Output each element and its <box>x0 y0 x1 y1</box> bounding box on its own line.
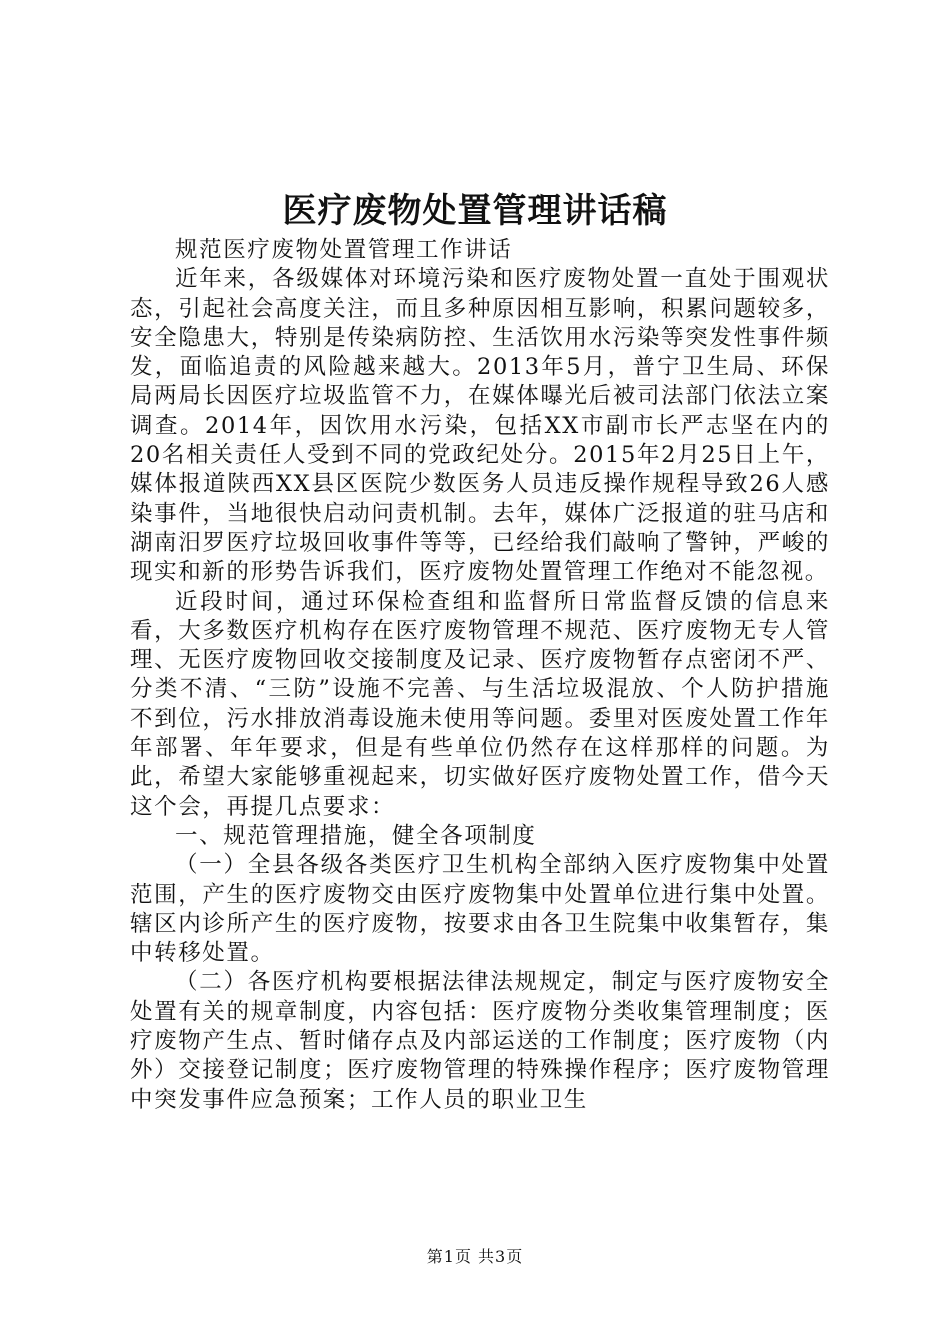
page-footer: 第1页 共3页 <box>426 1247 524 1266</box>
subtitle-paragraph: 规范医疗废物处置管理工作讲话 <box>175 237 513 263</box>
body-paragraph: 近段时间，通过环保检查组和监督所日常监督反馈的信息来看，大多数医疗机构存在医疗废物管理不规范、医疗废物无专人管理、无医疗废物回收交接制度及记录、医疗废物暂存点密闭不严、分类不清、“三防”设施不完善、与生活垃圾混放、个人防护措施不到位，污水排放消毒设施未使用等问题。委里对医废处置工作年年部署、年年要求，但是有些单位仍然存在这样那样的问题。为此，希望大家能够重视起来，切实做好医疗废物处置工作，借今天这个会，再提几点要求： <box>130 588 830 820</box>
body-paragraph: （二）各医疗机构要根据法律法规规定，制定与医疗废物安全处置有关的规章制度，内容包括：医疗废物分类收集管理制度；医疗废物产生点、暂时储存点及内部运送的工作制度；医疗废物（内外）交接登记制度；医疗废物管理的特殊操作程序；医疗废物管理中突发事件应急预案；工作人员的职业卫生 <box>130 969 830 1113</box>
document-title: 医疗废物处置管理讲话稿 <box>282 191 668 231</box>
body-paragraph: 近年来，各级媒体对环境污染和医疗废物处置一直处于围观状态，引起社会高度关注，而且多种原因相互影响，积累问题较多，安全隐患大，特别是传染病防控、生活饮用水污染等突发性事件频发，面临追责的风险越来越大。2013年5月，普宁卫生局、环保局两局长因医疗垃圾监管不力，在媒体曝光后被司法部门依法立案调查。2014年，因饮用水污染，包括XX市副市长严志坚在内的20名相关责任人受到不同的党政纪处分。2015年2月25日上午，媒体报道陕西XX县区医院少数医务人员违反操作规程导致26人感染事件，当地很快启动问责机制。去年，媒体广泛报道的驻马店和湖南汨罗医疗垃圾回收事件等等，已经给我们敲响了警钟，严峻的现实和新的形势告诉我们，医疗废物处置管理工作绝对不能忽视。 <box>130 266 830 586</box>
document-body <box>130 236 830 1115</box>
body-paragraph: （一）全县各级各类医疗卫生机构全部纳入医疗废物集中处置范围，产生的医疗废物交由医疗废物集中处置单位进行集中处置。辖区内诊所产生的医疗废物，按要求由各卫生院集中收集暂存，集中转移处置。 <box>130 852 830 967</box>
section-heading: 一、规范管理措施，健全各项制度 <box>175 822 537 849</box>
